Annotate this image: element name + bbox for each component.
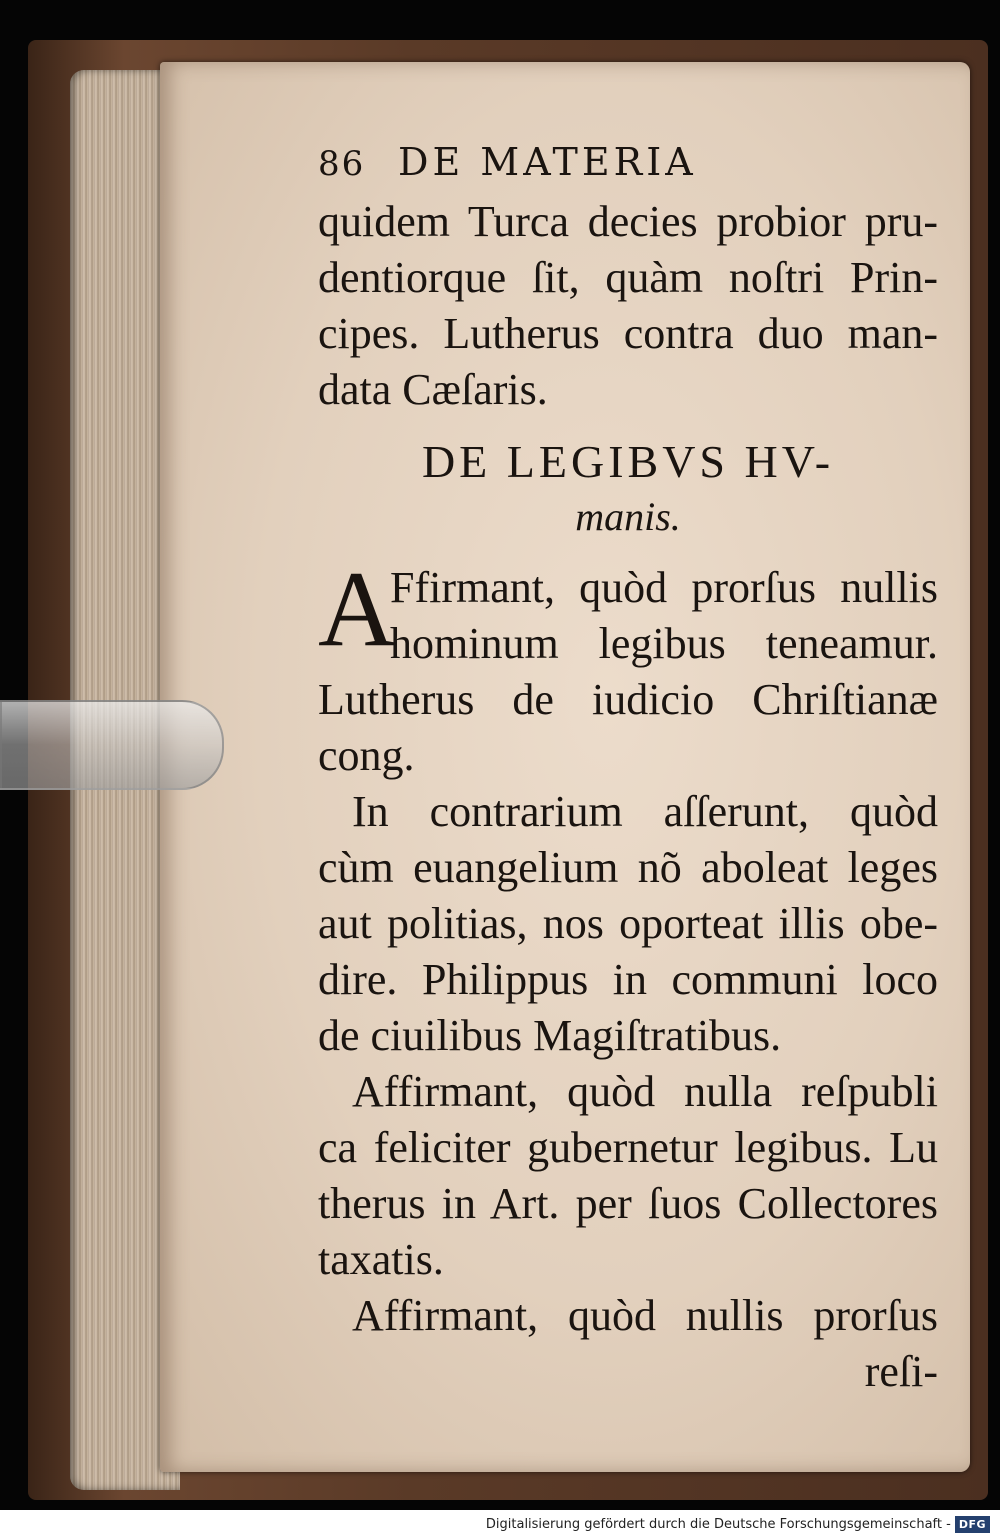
drop-capital: A <box>318 550 396 669</box>
paragraph-1 <box>318 550 938 784</box>
text-line: hominum legibus teneamur. <box>390 619 938 668</box>
page-text <box>318 140 938 1400</box>
text-line: Ffirmant, quòd prorſus nullis <box>390 563 938 612</box>
paragraph-4 <box>318 1288 938 1400</box>
section-heading-continued: manis. <box>575 494 681 539</box>
paragraph-3 <box>318 1064 938 1288</box>
paragraph-2 <box>318 784 938 1064</box>
text-line: cùm euangelium nõ aboleat leges <box>318 843 938 892</box>
text-line: cipes. Lutherus contra duo man- <box>318 309 938 358</box>
text-line: cong. <box>318 731 415 780</box>
funding-credit: Digitalisierung gefördert durch die Deutsche Forschungsgemeinschaft - <box>485 1516 951 1532</box>
page-number: 86 <box>318 144 366 184</box>
digitization-footer <box>0 1510 1000 1538</box>
text-line: Affirmant, quòd nullis prorſus <box>352 1291 938 1340</box>
text-line: dentiorque ſit, quàm noſtri Prin- <box>318 253 938 302</box>
page-clip <box>0 700 224 790</box>
catchword: reſi- <box>864 1347 938 1396</box>
text-line: Lutherus de iudicio Chriſtianæ <box>318 675 938 724</box>
running-head: DE MATERIA <box>398 140 697 184</box>
text-line: dire. Philippus in communi loco <box>318 955 938 1004</box>
dfg-logo: DFG <box>955 1516 990 1533</box>
text-line: aut politias, nos oporteat illis obe- <box>318 899 938 948</box>
text-line: ca feliciter gubernetur legibus. Lu <box>318 1123 938 1172</box>
text-line: data Cæſaris. <box>318 365 548 414</box>
text-line: Affirmant, quòd nulla reſpubli <box>352 1067 938 1116</box>
text-line: de ciuilibus Magiſtratibus. <box>318 1011 782 1060</box>
text-line: In contrarium aſſerunt, quòd <box>352 787 938 836</box>
page-header <box>318 140 938 194</box>
text-line: taxatis. <box>318 1235 444 1284</box>
text-line: therus in Art. per ſuos Collectores <box>318 1179 938 1228</box>
section-heading: DE LEGIBVS HV- <box>421 436 835 487</box>
text-line: quidem Turca decies probior pru- <box>318 197 938 246</box>
